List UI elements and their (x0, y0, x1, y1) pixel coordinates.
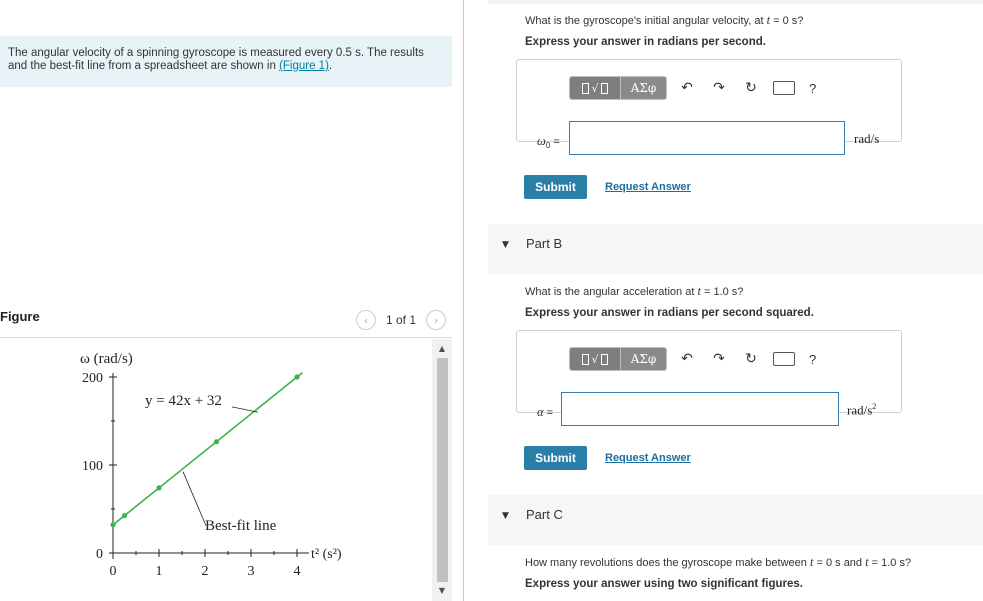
part-a-unit: rad/s (854, 131, 880, 146)
help-button[interactable]: ? (809, 351, 817, 367)
part-c-instruction: Express your answer using two significant figures. (525, 578, 803, 590)
y-tick-label: 100 (82, 459, 103, 474)
alpha-label: α = (537, 405, 554, 419)
part-b-math-toolbar (569, 346, 816, 372)
part-b-question: What is the angular acceleration at t = 1.0 s? (525, 284, 744, 298)
chart-svg (0, 339, 432, 601)
data-point (294, 374, 299, 379)
collapse-triangle-icon: ▼ (502, 240, 509, 250)
part-a-submit-button[interactable]: Submit (524, 175, 587, 199)
y-tick-label: 0 (96, 547, 103, 562)
problem-text: The angular velocity of a spinning gyroscope is measured every 0.5 s. The results and the best-fit line from a spreadsheet are shown in (8, 47, 424, 72)
part-c-question: How many revolutions does the gyroscope make between t = 0 s and t = 1.0 s? (525, 555, 912, 569)
figure-title: Figure (0, 309, 40, 324)
templates-button[interactable] (570, 348, 620, 370)
prev-figure-button[interactable] (356, 310, 376, 330)
x-tick-label: 3 (247, 564, 255, 579)
omega-zero-input[interactable] (569, 121, 845, 155)
collapse-triangle-icon: ▼ (502, 511, 509, 521)
equation-annotation: y = 42x + 32 (145, 393, 222, 410)
part-a-answer-box (516, 59, 902, 151)
omega-zero-label: $\omega_0$ = (537, 134, 560, 151)
part-b-instruction: Express your answer in radians per second squared. (525, 307, 814, 319)
part-b-unit: rad/$s^2$ (847, 402, 877, 418)
keyboard-icon[interactable] (773, 81, 795, 95)
greek-symbols-button[interactable]: ΑΣφ (620, 77, 666, 99)
scroll-up-icon[interactable]: ▲ (438, 343, 446, 353)
x-tick-label: 1 (155, 564, 163, 579)
part-a-math-toolbar (569, 75, 816, 101)
keyboard-icon[interactable] (773, 352, 795, 366)
scroll-down-icon[interactable]: ▼ (438, 585, 446, 595)
x-tick-label: 2 (201, 564, 209, 579)
problem-statement (0, 36, 452, 87)
figure-scrollbar-thumb[interactable] (437, 358, 448, 582)
part-a-request-answer-link[interactable]: Request Answer (605, 181, 691, 193)
data-point (122, 513, 127, 518)
column-divider (463, 0, 464, 601)
part-c-title: Part C (526, 507, 563, 522)
reset-icon[interactable]: ↻ (745, 80, 757, 96)
sqrt-icon: √ (591, 352, 599, 366)
figure-pager (356, 310, 446, 330)
help-button[interactable]: ? (809, 80, 817, 96)
greek-symbols-button[interactable]: ΑΣφ (620, 348, 666, 370)
data-point (214, 439, 219, 444)
y-tick-label: 200 (82, 371, 103, 386)
best-fit-leader (183, 472, 206, 526)
undo-icon[interactable]: ↶ (681, 351, 693, 367)
figure-divider (0, 337, 452, 338)
equation-leader (232, 407, 258, 412)
x-tick-label: 0 (109, 564, 117, 579)
part-b-submit-button[interactable]: Submit (524, 446, 587, 470)
data-point (156, 485, 161, 490)
figure-pager-label: 1 of 1 (386, 313, 417, 327)
redo-icon[interactable]: ↷ (713, 351, 725, 367)
part-b-request-answer-link[interactable]: Request Answer (605, 452, 691, 464)
templates-button[interactable] (570, 77, 620, 99)
part-a-instruction: Express your answer in radians per second. (525, 36, 766, 48)
problem-text-end: . (328, 60, 333, 72)
sqrt-icon: √ (591, 81, 599, 95)
part-a-top-bar (488, 0, 983, 4)
figure-chart (0, 339, 432, 601)
reset-icon[interactable]: ↻ (745, 351, 757, 367)
part-b-title: Part B (526, 236, 563, 251)
next-figure-button[interactable] (426, 310, 446, 330)
part-b-header[interactable] (488, 224, 983, 274)
part-b-answer-box (516, 330, 902, 419)
figure-link[interactable]: (Figure 1) (279, 60, 329, 72)
part-a-question: What is the gyroscope's initial angular velocity, at t = 0 s? (525, 13, 804, 27)
part-c-header[interactable] (488, 495, 983, 545)
best-fit-annotation: Best-fit line (205, 518, 277, 535)
x-axis-label: t² (s²) (311, 547, 342, 562)
data-point (110, 522, 115, 527)
chevron-right-icon: › (433, 313, 439, 327)
x-tick-label: 4 (293, 564, 301, 579)
alpha-input[interactable] (561, 392, 839, 426)
undo-icon[interactable]: ↶ (681, 80, 693, 96)
redo-icon[interactable]: ↷ (713, 80, 725, 96)
chevron-left-icon: ‹ (363, 313, 369, 327)
y-axis-label: ω (rad/s) (80, 351, 133, 367)
